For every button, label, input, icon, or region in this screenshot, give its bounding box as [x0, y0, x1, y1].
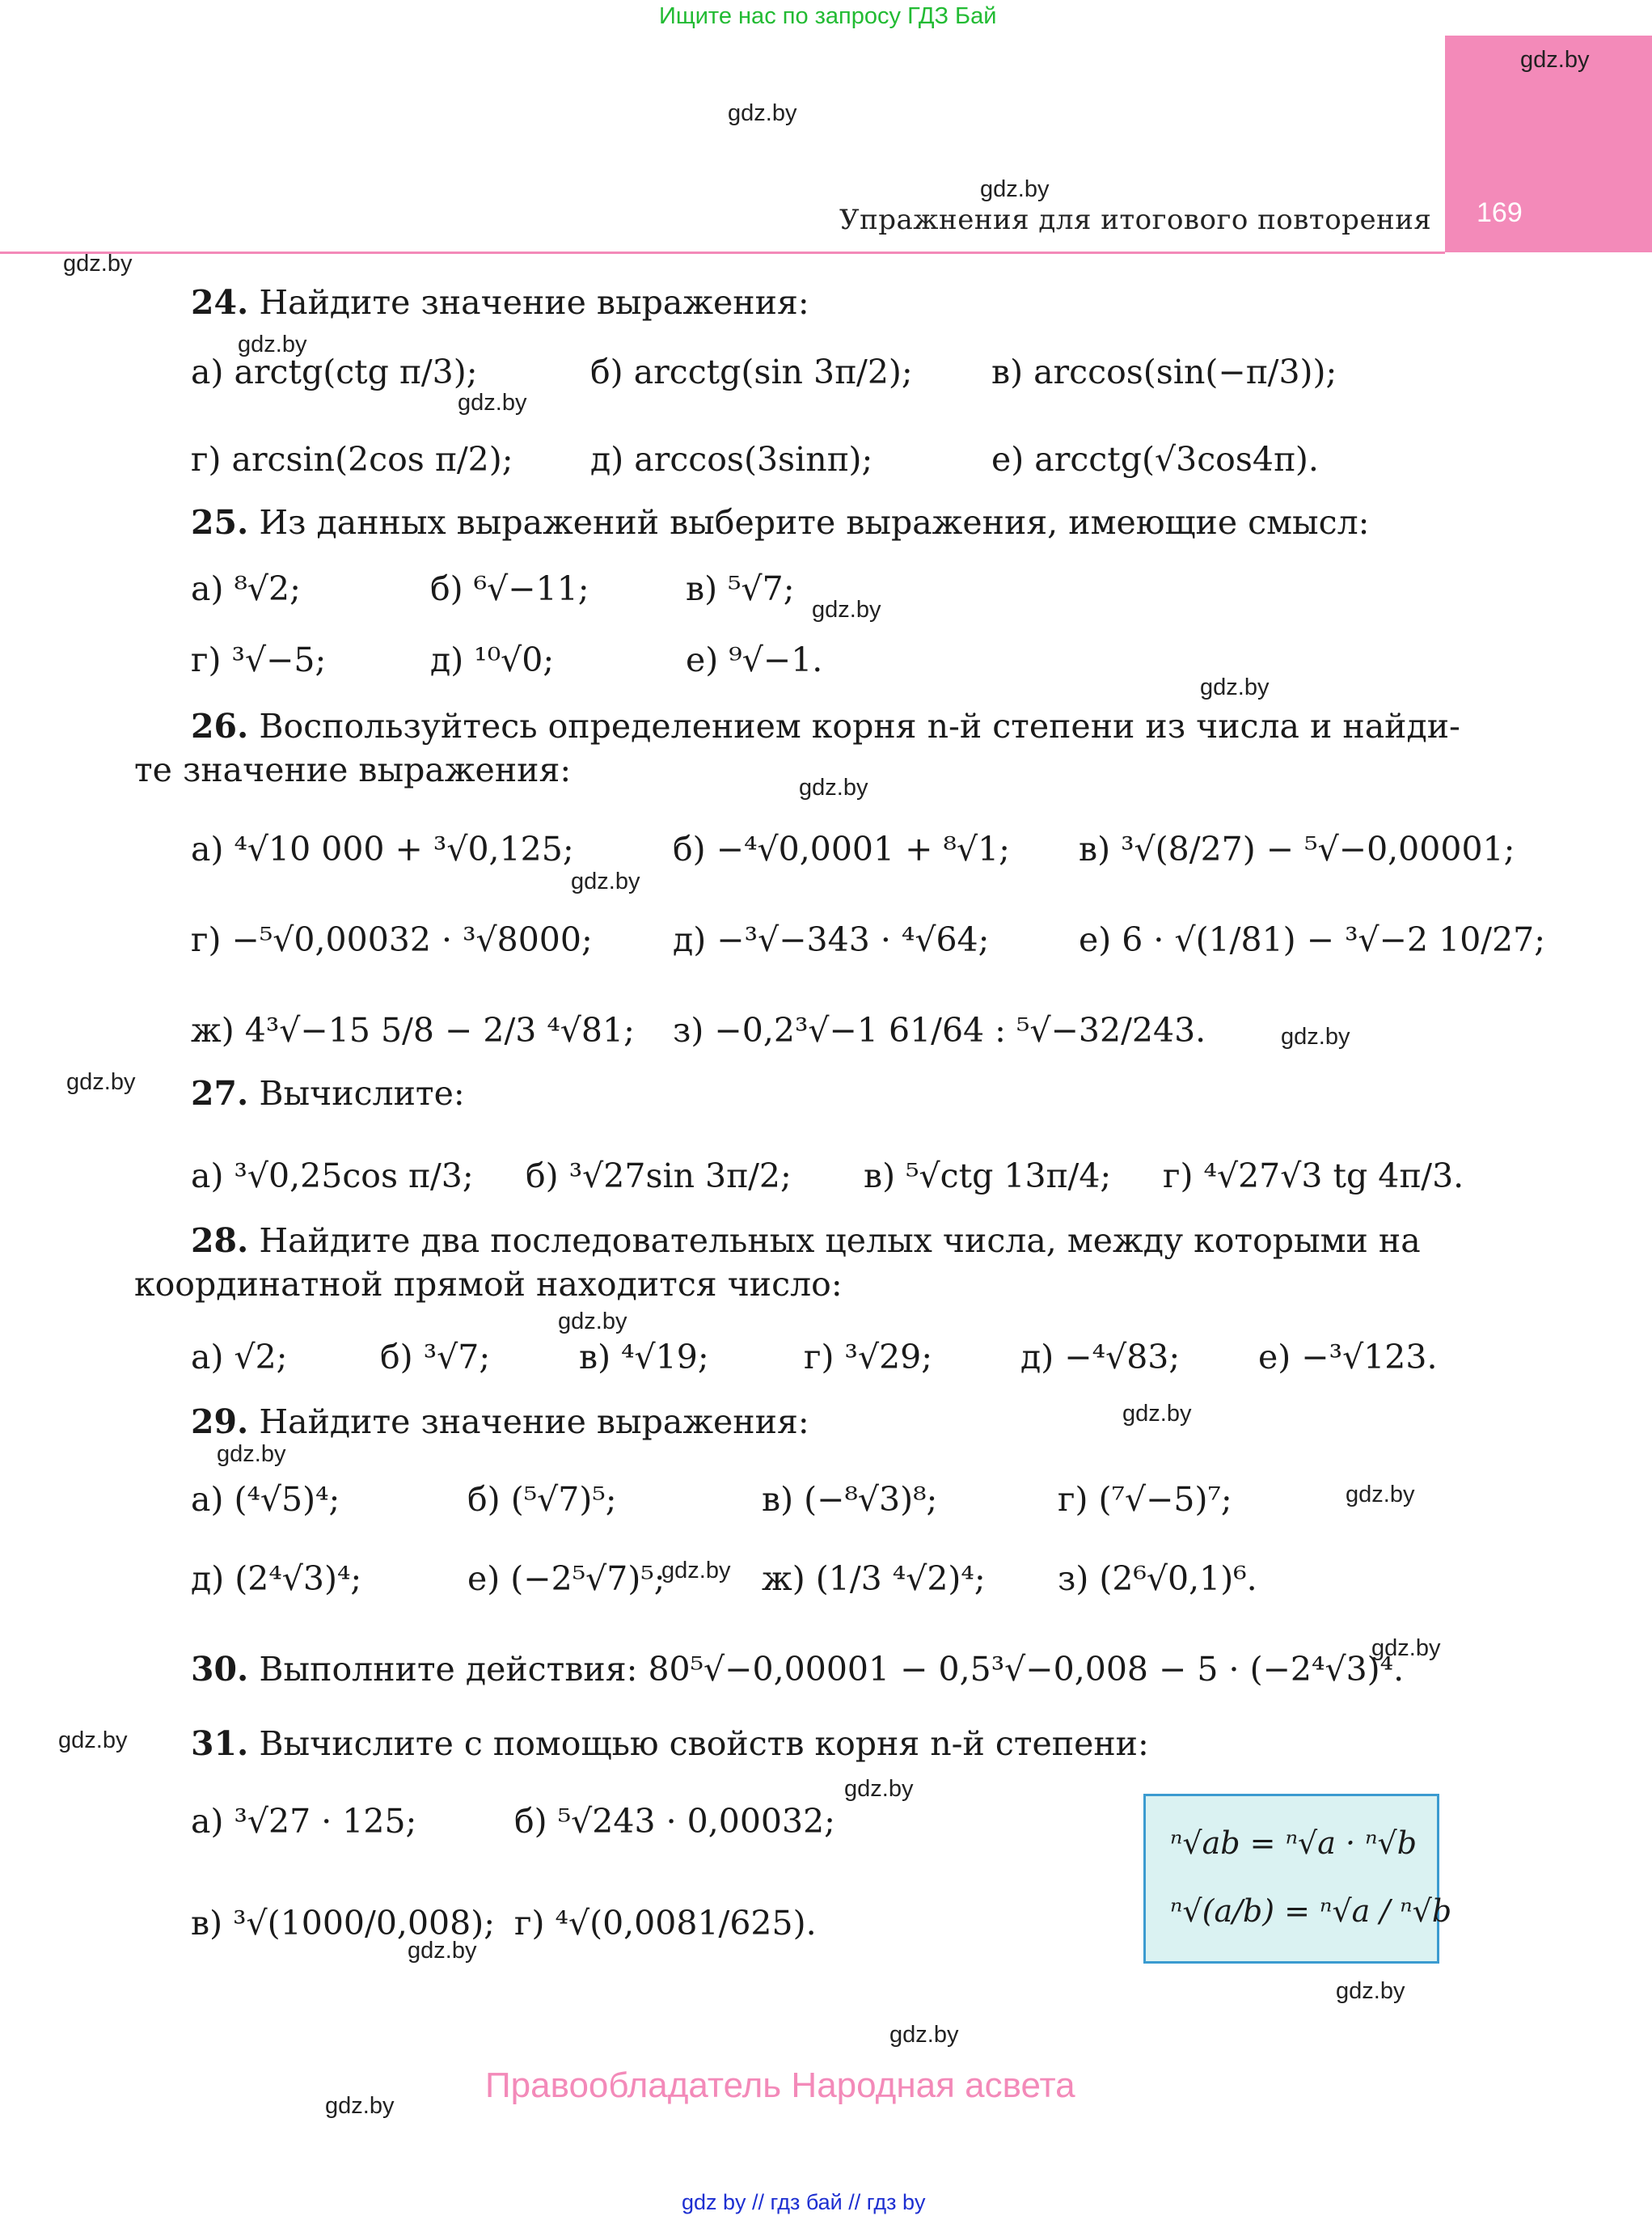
watermark: gdz.by — [661, 1558, 731, 1583]
watermark: gdz.by — [238, 332, 307, 357]
footer-links[interactable]: gdz by // гдз бай // гдз by — [682, 2190, 926, 2214]
problem-29-heading — [191, 1402, 809, 1441]
watermark: gdz.by — [1346, 1482, 1415, 1507]
problem-28-item: г) ³√29; — [804, 1338, 933, 1376]
problem-number: 26. — [191, 707, 249, 746]
problem-26-item: д) −³√−343 · ⁴√64; — [673, 920, 990, 959]
watermark: gdz.by — [799, 775, 868, 801]
problem-26-heading — [191, 707, 1460, 746]
problem-31-item: б) ⁵√243 · 0,00032; — [514, 1802, 835, 1841]
problem-25-item: а) ⁸√2; — [191, 569, 301, 608]
problem-text: Найдите значение выражения: — [259, 1402, 809, 1441]
watermark: gdz.by — [889, 2022, 959, 2048]
problem-26-item: г) −⁵√0,00032 · ³√8000; — [191, 920, 593, 959]
problem-26-heading-cont: те значение выражения: — [134, 750, 572, 789]
problem-29-item: в) (−⁸√3)⁸; — [762, 1480, 938, 1519]
problem-24-item: б) arcctg(sin 3π/2); — [590, 353, 913, 391]
problem-26-item: ж) 4³√−15 5/8 − 2/3 ⁴√81; — [191, 1011, 635, 1050]
problem-24-heading — [191, 283, 809, 322]
problem-29-item: б) (⁵√7)⁵; — [467, 1480, 617, 1519]
problem-text: Из данных выражений выберите выражения, имеющие смысл: — [259, 503, 1370, 542]
problem-31-item: а) ³√27 · 125; — [191, 1802, 417, 1841]
watermark: gdz.by — [728, 100, 797, 126]
watermark: gdz.by — [325, 2093, 395, 2119]
watermark: gdz.by — [571, 869, 640, 894]
problem-text: Вычислите с помощью свойств корня n-й степени: — [259, 1724, 1149, 1763]
problem-number: 24. — [191, 283, 249, 322]
watermark: gdz.by — [558, 1309, 627, 1334]
problem-27-heading — [191, 1074, 465, 1113]
top-banner[interactable]: Ищите нас по запросу ГДЗ Бай — [659, 3, 997, 29]
problem-26-item: в) ³√(8/27) − ⁵√−0,00001; — [1079, 830, 1515, 869]
problem-26-item: з) −0,2³√−1 61/64 : ⁵√−32/243. — [673, 1011, 1206, 1050]
problem-text: Найдите два последовательных целых числа, между которыми на — [259, 1221, 1421, 1260]
header-divider — [0, 252, 1445, 254]
watermark: gdz.by — [1336, 1978, 1405, 2004]
problem-26-item: б) −⁴√0,0001 + ⁸√1; — [673, 830, 1010, 869]
problem-number: 28. — [191, 1221, 249, 1260]
copyright-footer: Правообладатель Народная асвета — [485, 2065, 1075, 2105]
formula-quotient: ⁿ√(a/b) = ⁿ√a / ⁿ√b — [1170, 1893, 1452, 1929]
watermark: gdz.by — [66, 1069, 136, 1095]
watermark: gdz.by — [1281, 1024, 1350, 1050]
problem-29-item: ж) (1/3 ⁴√2)⁴; — [762, 1559, 986, 1598]
problem-26-item: е) 6 · √(1/81) − ³√−2 10/27; — [1079, 920, 1546, 959]
problem-27-item: г) ⁴√27√3 tg 4π/3. — [1163, 1156, 1464, 1195]
problem-25-heading — [191, 503, 1369, 542]
watermark: gdz.by — [408, 1938, 477, 1964]
problem-29-item: з) (2⁶√0,1)⁶. — [1058, 1559, 1257, 1598]
problem-29-item: д) (2⁴√3)⁴; — [191, 1559, 362, 1598]
problem-25-item: в) ⁵√7; — [686, 569, 795, 608]
problem-25-item: г) ³√−5; — [191, 641, 327, 679]
problem-25-item: е) ⁹√−1. — [686, 641, 823, 679]
page-title: Упражнения для итогового повторения — [839, 204, 1432, 236]
problem-number: 27. — [191, 1074, 249, 1113]
problem-28-item: е) −³√123. — [1258, 1338, 1438, 1376]
problem-text: Воспользуйтесь определением корня n-й степени из числа и найди- — [259, 707, 1460, 746]
problem-27-item: а) ³√0,25cos π/3; — [191, 1156, 474, 1195]
problem-28-heading — [191, 1221, 1421, 1260]
watermark: gdz.by — [1200, 674, 1270, 700]
watermark: gdz.by — [63, 251, 133, 277]
problem-27-item: б) ³√27sin 3π/2; — [526, 1156, 792, 1195]
problem-31-heading — [191, 1724, 1149, 1763]
formula-product: ⁿ√ab = ⁿ√a · ⁿ√b — [1170, 1825, 1418, 1861]
problem-28-heading-cont: координатной прямой находится число: — [134, 1265, 843, 1304]
problem-28-item: д) −⁴√83; — [1020, 1338, 1181, 1376]
problem-25-item: д) ¹⁰√0; — [430, 641, 555, 679]
watermark: gdz.by — [1371, 1635, 1441, 1661]
watermark: gdz.by — [458, 390, 527, 416]
watermark: gdz.by — [812, 597, 881, 623]
watermark: gdz.by — [980, 176, 1050, 202]
formula-box — [1143, 1794, 1452, 1964]
problem-24-item: в) arccos(sin(−π/3)); — [991, 353, 1337, 391]
problem-number: 30. — [191, 1650, 249, 1689]
watermark: gdz.by — [58, 1727, 128, 1753]
problem-text: Найдите значение выражения: — [259, 283, 809, 322]
watermark: gdz.by — [1122, 1401, 1192, 1427]
problem-31-item: г) ⁴√(0,0081/625). — [514, 1904, 817, 1943]
watermark: gdz.by — [844, 1776, 914, 1802]
page-number: 169 — [1477, 197, 1523, 228]
problem-29-item: г) (⁷√−5)⁷; — [1058, 1480, 1232, 1519]
problem-24-item: д) arccos(3sinπ); — [590, 440, 873, 479]
problem-number: 29. — [191, 1402, 249, 1441]
watermark: gdz.by — [217, 1441, 286, 1467]
problem-28-item: б) ³√7; — [380, 1338, 491, 1376]
watermark: gdz.by — [1520, 47, 1590, 73]
problem-number: 31. — [191, 1724, 249, 1763]
problem-29-item: а) (⁴√5)⁴; — [191, 1480, 340, 1519]
problem-24-item: е) arcctg(√3cos4π). — [991, 440, 1319, 479]
problem-number: 25. — [191, 503, 249, 542]
problem-29-item: е) (−2⁵√7)⁵; — [467, 1559, 665, 1598]
problem-28-item: в) ⁴√19; — [579, 1338, 709, 1376]
problem-31-item: в) ³√(1000/0,008); — [191, 1904, 496, 1943]
problem-30-heading — [191, 1650, 1404, 1689]
problem-24-item: а) arctg(ctg π/3); — [191, 353, 478, 391]
problem-25-item: б) ⁶√−11; — [430, 569, 589, 608]
problem-28-item: а) √2; — [191, 1338, 288, 1376]
problem-24-item: г) arcsin(2cos π/2); — [191, 440, 513, 479]
problem-27-item: в) ⁵√ctg 13π/4; — [864, 1156, 1112, 1195]
problem-26-item: а) ⁴√10 000 + ³√0,125; — [191, 830, 574, 869]
problem-text: Выполните действия: 80⁵√−0,00001 − 0,5³√−0,008 − 5 · (−2⁴√3)⁴. — [259, 1650, 1405, 1689]
problem-text: Вычислите: — [259, 1074, 465, 1113]
